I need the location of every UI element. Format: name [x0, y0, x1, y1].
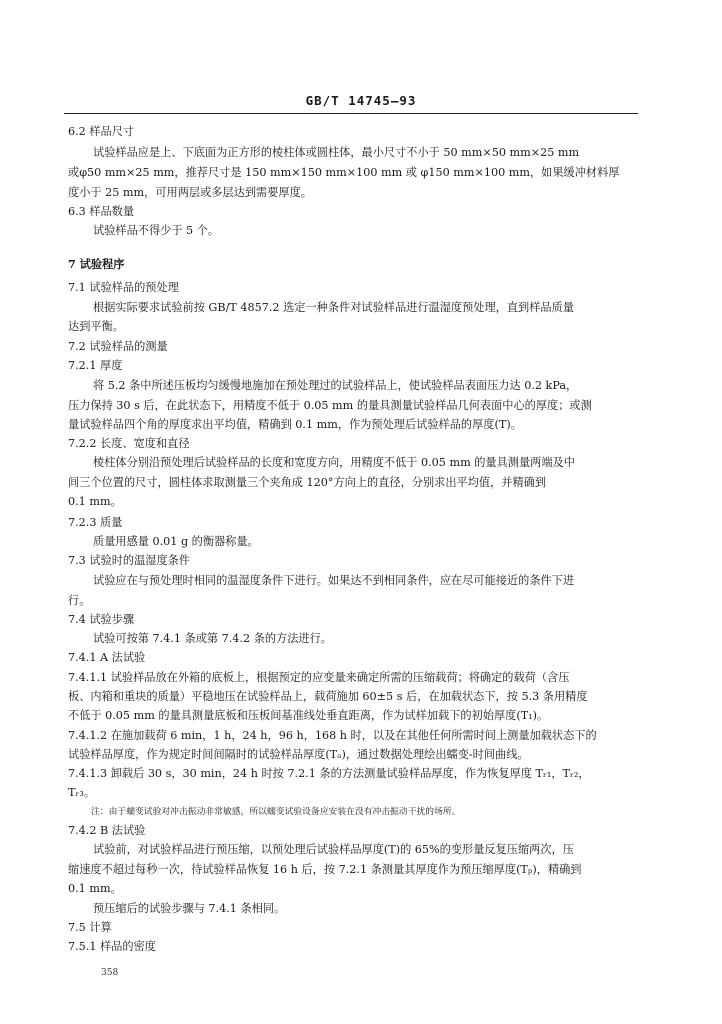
paragraph-line: 试验应在与预处理时相同的温湿度条件下进行。如果达不到相同条件，应在尽可能接近的条件下进 — [93, 574, 575, 587]
section-6-3-heading: 6.3 样品数量 — [68, 205, 135, 218]
paragraph-line: 度小于 25 mm，可用两层或多层达到需要厚度。 — [68, 186, 312, 199]
paragraph-line: 板、内箱和重块的质量）平稳地压在试验样品上，载荷施加 60±5 s 后，在加载状态下，按 5.3 条用精度 — [68, 690, 588, 703]
paragraph-line: 试验样品厚度，作为规定时间间隔时的试验样品厚度(Tₐ)，通过数据处理绘出蠕变-时间曲线。 — [68, 748, 529, 761]
section-7-2-3-heading: 7.2.3 质量 — [68, 516, 123, 529]
section-7-4-heading: 7.4 试验步骤 — [68, 613, 135, 626]
page-number: 358 — [101, 968, 119, 978]
header-rule — [64, 113, 638, 114]
paragraph-line: 0.1 mm。 — [68, 882, 122, 895]
paragraph-line: 量试验样品四个角的厚度求出平均值，精确到 0.1 mm，作为预处理后试验样品的厚度(T)。 — [68, 418, 522, 431]
section-7-4-2-heading: 7.4.2 B 法试验 — [68, 824, 146, 837]
paragraph-line: 压力保持 30 s 后，在此状态下，用精度不低于 0.05 mm 的量具测量试验样品几何表面中心的厚度；或测 — [68, 399, 592, 412]
paragraph-line: 7.4.1.2 在施加载荷 6 min，1 h，24 h，96 h，168 h 时，以及在其他任何所需时间上测量加载状态下的 — [68, 729, 597, 742]
paragraph-line: 将 5.2 条中所述压板均匀缓慢地施加在预处理过的试验样品上，使试验样品表面压力达 0.2 kPa， — [93, 379, 578, 392]
paragraph-line: 试验样品应是上、下底面为正方形的棱柱体或圆柱体，最小尺寸不小于 50 mm×50 mm×25 mm — [93, 146, 580, 159]
paragraph-line: 或φ50 mm×25 mm，推荐尺寸是 150 mm×150 mm×100 mm 或 φ150 mm×100 mm，如果缓冲材料厚 — [68, 166, 620, 179]
paragraph-line: 试验样品不得少于 5 个。 — [93, 224, 220, 237]
paragraph-line: 预压缩后的试验步骤与 7.4.1 条相同。 — [93, 902, 286, 915]
paragraph-line: 质量用感量 0.01 g 的衡器称量。 — [93, 535, 259, 548]
section-7-2-2-heading: 7.2.2 长度、宽度和直径 — [68, 437, 190, 450]
section-7-1-heading: 7.1 试验样品的预处理 — [68, 281, 179, 294]
section-7-3-heading: 7.3 试验时的温湿度条件 — [68, 554, 191, 567]
chapter-7-heading: 7 试验程序 — [68, 257, 125, 271]
paragraph-line: 试验前，对试验样品进行预压缩，以预处理后试验样品厚度(T)的 65%的变形量反复压缩两次，压 — [93, 843, 574, 856]
paragraph-line: 棱柱体分别沿预处理后试验样品的长度和宽度方向，用精度不低于 0.05 mm 的量具测量两端及中 — [93, 456, 575, 469]
paragraph-line: Tᵣ₃。 — [68, 786, 96, 799]
paragraph-line: 试验可按第 7.4.1 条或第 7.4.2 条的方法进行。 — [93, 632, 332, 645]
paragraph-line: 7.4.1.1 试验样品放在外箱的底板上，根据预定的应变量来确定所需的压缩载荷；将确定的载荷（含压 — [68, 671, 570, 684]
paragraph-line: 缩速度不超过每秒一次，待试验样品恢复 16 h 后，按 7.2.1 条测量其厚度作为预压缩厚度(Tₚ)，精确到 — [68, 863, 582, 876]
page-header: GB/T 14745—93 — [305, 93, 417, 108]
section-7-2-heading: 7.2 试验样品的测量 — [68, 340, 168, 353]
paragraph-line: 不低于 0.05 mm 的量具测量底板和压板间基准线处垂直距离，作为试样加载下的初始厚度(T₁)。 — [68, 709, 549, 722]
paragraph-line: 0.1 mm。 — [68, 495, 122, 508]
paragraph-line: 7.4.1.3 卸载后 30 s，30 min，24 h 时按 7.2.1 条的方法测量试验样品厚度，作为恢复厚度 Tᵣ₁，Tᵣ₂， — [68, 767, 590, 780]
paragraph-line: 间三个位置的尺寸，圆柱体求取测量三个夹角成 120°方向上的直径，分别求出平均值，并精确到 — [68, 476, 547, 489]
section-7-5-1-heading: 7.5.1 样品的密度 — [68, 940, 156, 953]
note-line: 注：由于蠕变试验对冲击振动非常敏感，所以蠕变试验设备应安装在没有冲击振动干扰的场所。 — [91, 807, 461, 817]
section-7-5-heading: 7.5 计算 — [68, 921, 112, 934]
paragraph-line: 根据实际要求试验前按 GB/T 4857.2 选定一种条件对试验样品进行温湿度预处理，直到样品质量 — [93, 301, 574, 314]
section-7-4-1-heading: 7.4.1 A 法试验 — [68, 651, 146, 664]
section-7-2-1-heading: 7.2.1 厚度 — [68, 359, 123, 372]
section-6-2-heading: 6.2 样品尺寸 — [68, 125, 135, 138]
paragraph-line: 达到平衡。 — [68, 320, 124, 333]
paragraph-line: 行。 — [68, 594, 91, 607]
